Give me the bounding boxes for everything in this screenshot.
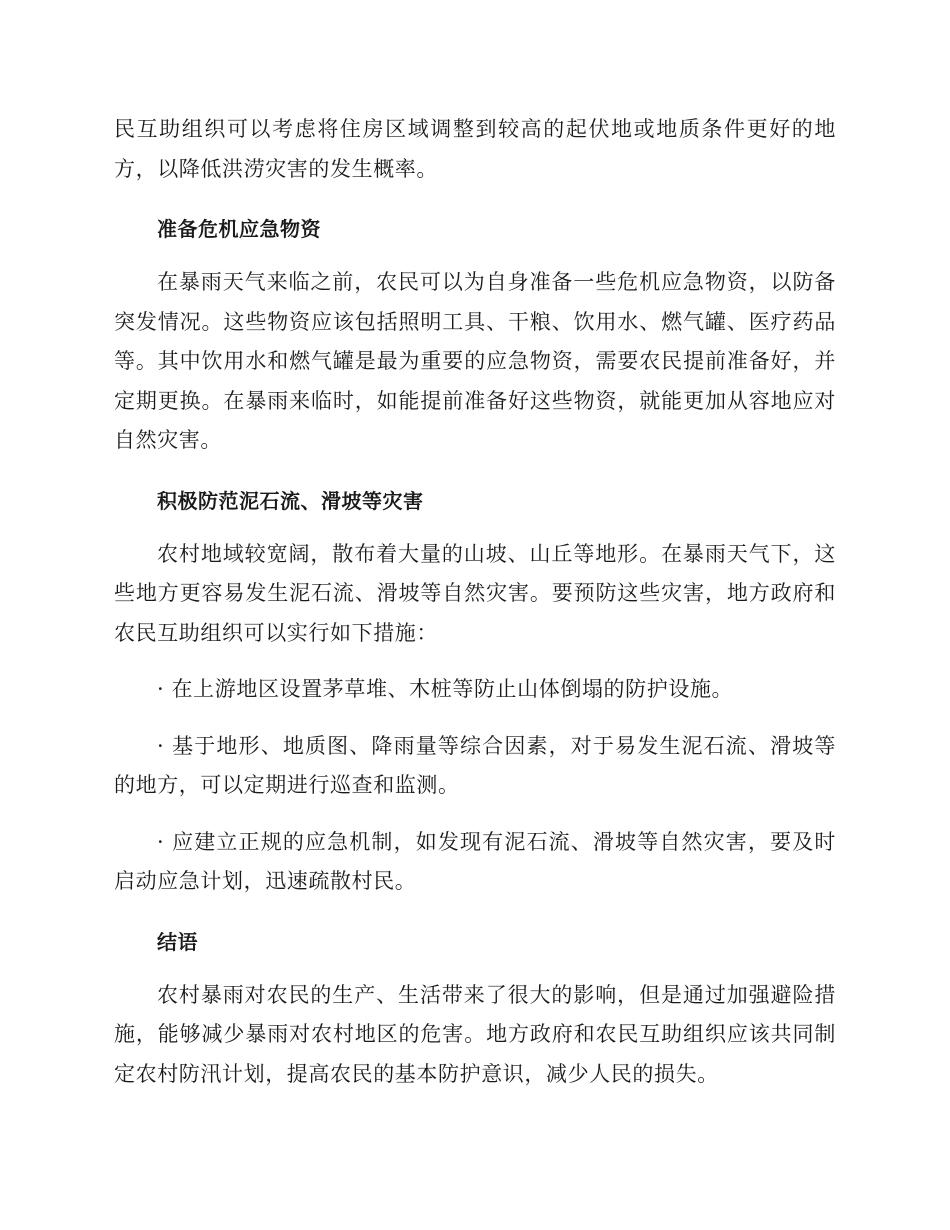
bullet-item: · 基于地形、地质图、降雨量等综合因素，对于易发生泥石流、滑坡等的地方，可以定期进行巡查和监测。 bbox=[114, 733, 836, 797]
document-body bbox=[114, 110, 836, 1094]
bullet-item: · 应建立正规的应急机制，如发现有泥石流、滑坡等自然灾害，要及时启动应急计划，迅速疏散村民。 bbox=[114, 829, 836, 893]
intro-paragraph: 民互助组织可以考虑将住房区域调整到较高的起伏地或地质条件更好的地方，以降低洪涝灾害的发生概率。 bbox=[114, 117, 836, 181]
section-paragraph-landslide-prevention: 农村地域较宽阔，散布着大量的山坡、山丘等地形。在暴雨天气下，这些地方更容易发生泥石流、滑坡等自然灾害。要预防这些灾害，地方政府和农民互助组织可以实行如下措施： bbox=[114, 541, 836, 645]
section-heading-emergency-supplies: 准备危机应急物资 bbox=[157, 217, 321, 241]
section-paragraph-emergency-supplies: 在暴雨天气来临之前，农民可以为自身准备一些危机应急物资，以防备突发情况。这些物资应该包括照明工具、干粮、饮用水、燃气罐、医疗药品等。其中饮用水和燃气罐是最为重要的应急物资，需要农民提前准备好，并定期更换。在暴雨来临时，如能提前准备好这些物资，就能更加从容地应对自然灾害。 bbox=[114, 270, 836, 452]
section-heading-landslide-prevention: 积极防范泥石流、滑坡等灾害 bbox=[157, 488, 424, 513]
bullet-item: · 在上游地区设置茅草堆、木桩等防止山体倒塌的防护设施。 bbox=[157, 677, 734, 701]
section-heading-conclusion: 结语 bbox=[157, 929, 198, 954]
section-paragraph-conclusion: 农村暴雨对农民的生产、生活带来了很大的影响，但是通过加强避险措施，能够减少暴雨对农村地区的危害。地方政府和农民互助组织应该共同制定农村防汛计划，提高农民的基本防护意识，减少人民的损失。 bbox=[114, 982, 836, 1086]
